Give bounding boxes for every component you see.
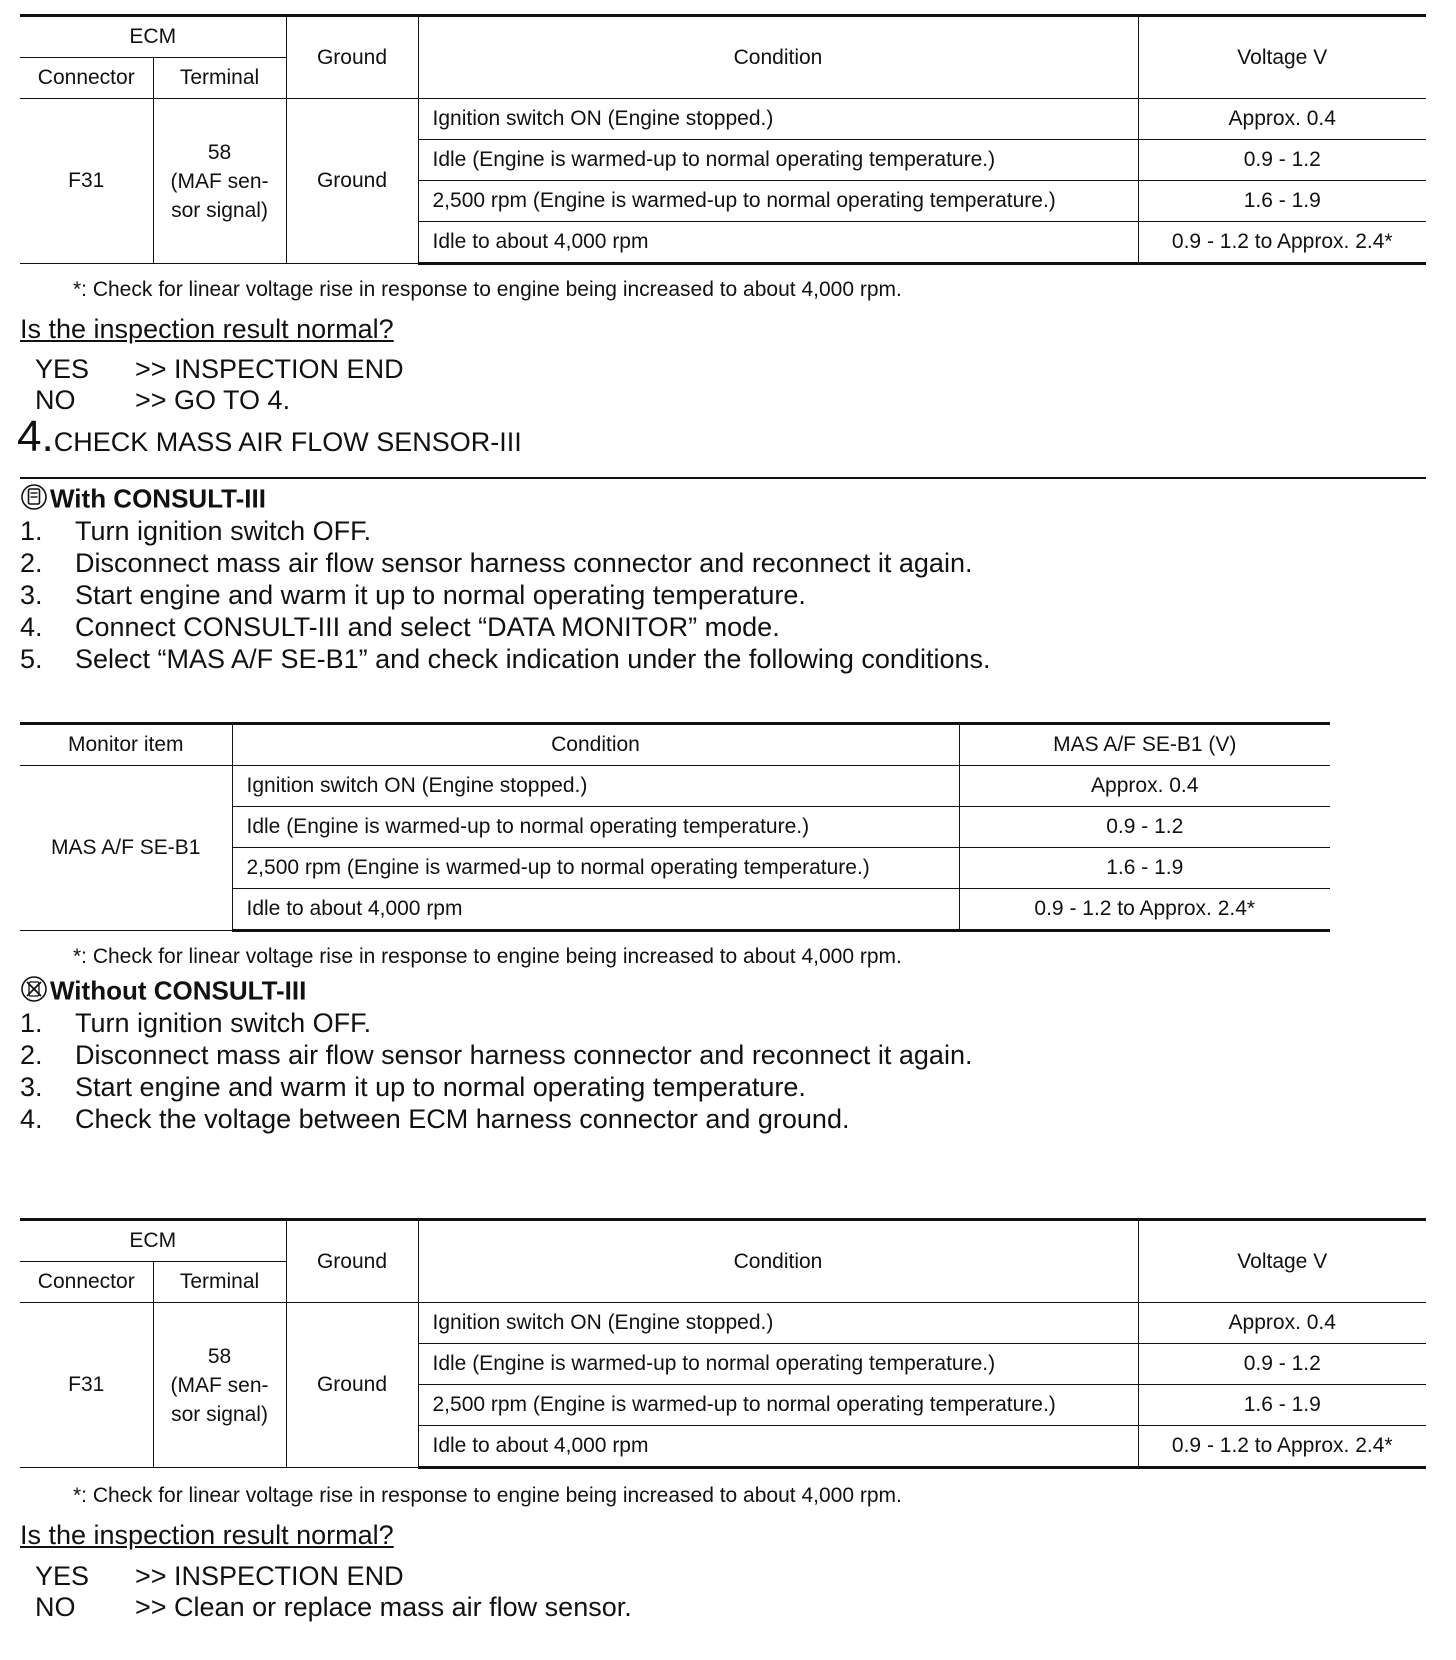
answer-yes-value: >> INSPECTION END [135,354,404,384]
with-consult-heading [20,483,266,518]
ground-cell: Ground [286,99,418,264]
voltage-cell: 1.6 - 1.9 [1138,181,1426,222]
connector-header: Connector [20,58,153,99]
voltage-cell: 1.6 - 1.9 [1138,1385,1426,1426]
ground-header: Ground [286,16,418,99]
voltage-header: Voltage V [1138,1220,1426,1303]
voltage-cell: 0.9 - 1.2 [1138,140,1426,181]
without-consult-title: Without CONSULT-III [50,975,307,1006]
footnote-2: *: Check for linear voltage rise in response to engine being increased to about 4,000 rpm. [73,945,902,968]
answer-yes-key: YES [35,354,90,384]
voltage-header: Voltage V [1138,16,1426,99]
condition-cell: Ignition switch ON (Engine stopped.) [418,1303,1138,1344]
connector-header: Connector [20,1262,153,1303]
ecm-voltage-table-1 [20,14,1426,265]
step-number: 4. [17,412,54,461]
step-title: CHECK MASS AIR FLOW SENSOR-III [53,427,522,457]
connector-cell: F31 [20,1303,153,1468]
no-consult-icon [20,975,48,1010]
condition-cell: Idle to about 4,000 rpm [418,222,1138,264]
ecm-voltage-table-2 [20,1218,1426,1469]
condition-cell: 2,500 rpm (Engine is warmed-up to normal operating temperature.) [232,848,959,889]
condition-header: Condition [418,16,1138,99]
condition-cell: Ignition switch ON (Engine stopped.) [418,99,1138,140]
monitor-item-cell: MAS A/F SE-B1 [20,766,232,931]
answer-no-value: >> Clean or replace mass air flow sensor. [135,1592,632,1622]
with-consult-title: With CONSULT-III [50,483,266,514]
condition-cell: Ignition switch ON (Engine stopped.) [232,766,959,807]
terminal-cell: 58 (MAF sen- sor signal) [153,1303,286,1468]
condition-header: Condition [418,1220,1138,1303]
monitor-item-header: Monitor item [20,724,232,766]
monitor-condition-header: Condition [232,724,959,766]
footnote-1: *: Check for linear voltage rise in response to engine being increased to about 4,000 rpm. [73,278,902,301]
monitor-table [20,722,1330,932]
answer-no-key: NO [35,1592,76,1622]
terminal-header: Terminal [153,1262,286,1303]
monitor-value-header: MAS A/F SE-B1 (V) [959,724,1330,766]
step-divider [20,477,1426,479]
condition-cell: Idle to about 4,000 rpm [418,1426,1138,1468]
ecm-header: ECM [20,16,286,58]
answer-yes-value: >> INSPECTION END [135,1561,404,1591]
voltage-cell: 0.9 - 1.2 to Approx. 2.4* [1138,222,1426,264]
value-cell: 0.9 - 1.2 to Approx. 2.4* [959,889,1330,931]
voltage-cell: 0.9 - 1.2 [1138,1344,1426,1385]
value-cell: 1.6 - 1.9 [959,848,1330,889]
voltage-cell: Approx. 0.4 [1138,1303,1426,1344]
inspection-question-1: Is the inspection result normal? [20,314,394,344]
terminal-header: Terminal [153,58,286,99]
step-heading [17,412,522,462]
inspection-question-2: Is the inspection result normal? [20,1520,394,1550]
ground-header: Ground [286,1220,418,1303]
without-consult-heading [20,975,306,1010]
consult-tool-icon [20,483,48,518]
footnote-3: *: Check for linear voltage rise in response to engine being increased to about 4,000 rpm. [73,1484,902,1507]
connector-cell: F31 [20,99,153,264]
ecm-header: ECM [20,1220,286,1262]
answer-block-2 [35,1561,835,1625]
terminal-cell: 58 (MAF sen- sor signal) [153,99,286,264]
condition-cell: Idle (Engine is warmed-up to normal operating temperature.) [232,807,959,848]
answer-no-key: NO [35,385,76,415]
answer-block-1 [35,354,635,418]
voltage-cell: Approx. 0.4 [1138,99,1426,140]
answer-yes-key: YES [35,1561,90,1591]
ground-cell: Ground [286,1303,418,1468]
value-cell: Approx. 0.4 [959,766,1330,807]
condition-cell: 2,500 rpm (Engine is warmed-up to normal operating temperature.) [418,181,1138,222]
value-cell: 0.9 - 1.2 [959,807,1330,848]
condition-cell: Idle (Engine is warmed-up to normal operating temperature.) [418,1344,1138,1385]
condition-cell: 2,500 rpm (Engine is warmed-up to normal operating temperature.) [418,1385,1138,1426]
condition-cell: Idle (Engine is warmed-up to normal operating temperature.) [418,140,1138,181]
voltage-cell: 0.9 - 1.2 to Approx. 2.4* [1138,1426,1426,1468]
condition-cell: Idle to about 4,000 rpm [232,889,959,931]
answer-no-value: >> GO TO 4. [135,385,291,415]
